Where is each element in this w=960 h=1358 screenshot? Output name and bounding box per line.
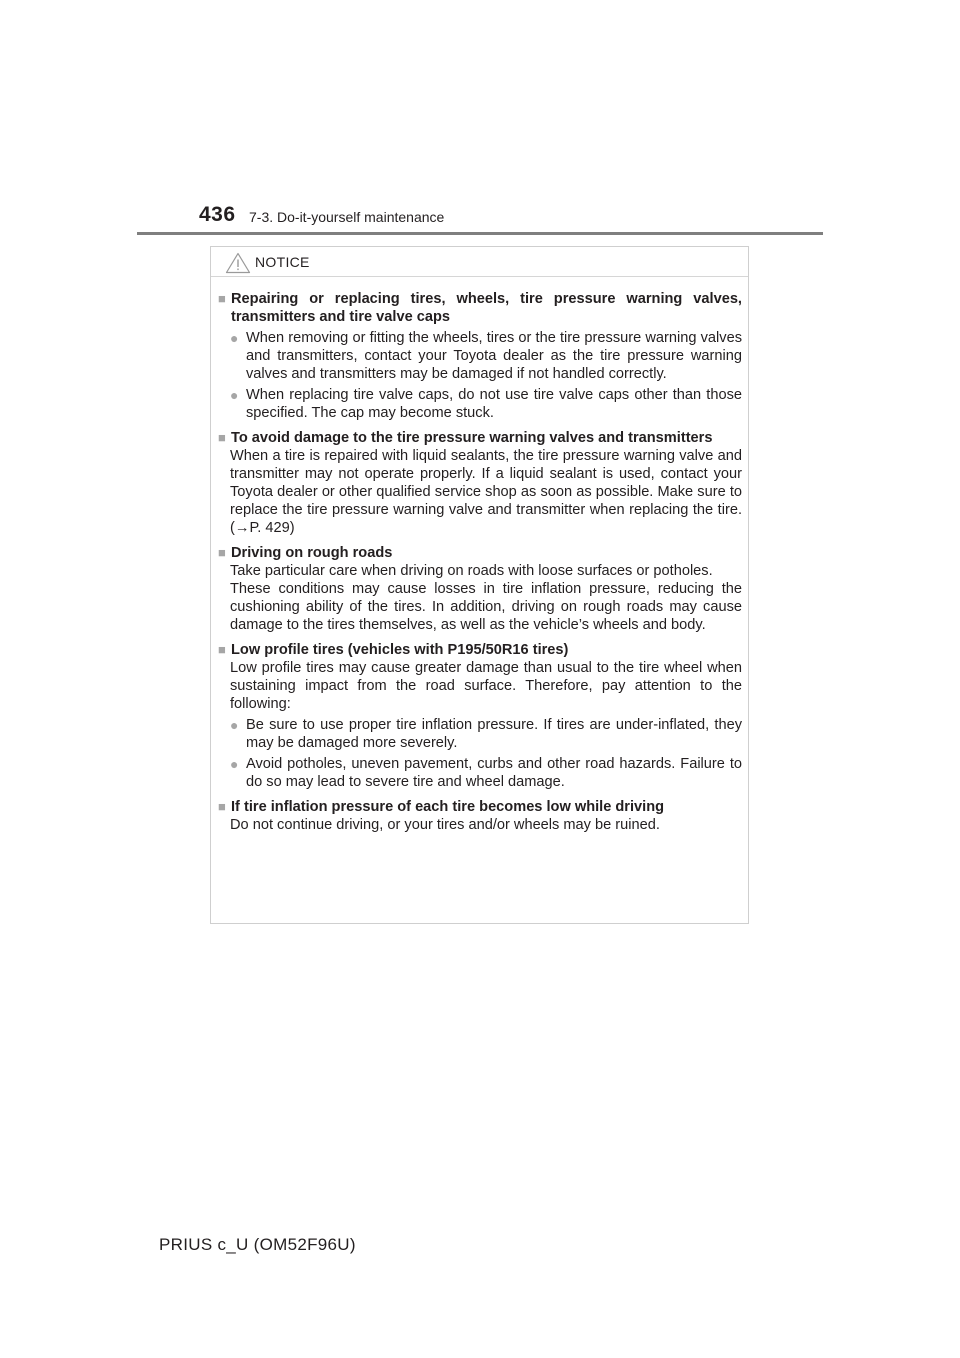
header-rule [137,232,823,235]
square-bullet-icon: ■ [218,430,226,445]
section-paragraph: These conditions may cause losses in tire inflation pressure, reducing the cushioning ability of the tires. In addition, driving on rough roads may cause damage to the tires themselves, as well as the vehicle’s wheels and body. [230,581,742,633]
section-heading [218,798,742,816]
list-item [230,329,742,383]
notice-box [210,246,749,924]
section-paragraph: Do not continue driving, or your tires and/or wheels may be ruined. [230,817,660,833]
section-heading-text: To avoid damage to the tire pressure warning valves and transmitters [231,430,713,446]
list-item [230,386,742,422]
page-number: 436 [199,203,236,226]
list-item [230,755,742,791]
notice-label: NOTICE [255,254,310,270]
section-title: 7-3. Do-it-yourself maintenance [249,209,445,225]
list-item [230,716,742,752]
section-heading-text: Repairing or replacing tires, wheels, tire pressure warning valves, transmitters and tire valve caps [231,291,742,325]
section-heading-text: If tire inflation pressure of each tire becomes low while driving [231,799,665,815]
section-heading [218,429,742,447]
square-bullet-icon: ■ [218,291,226,306]
circle-bullet-icon: ● [230,717,239,733]
section-paragraph: Low profile tires may cause greater damage than usual to the tire wheel when sustaining impact from the road surface. Therefore, pay attention to the following: [230,660,742,712]
square-bullet-icon: ■ [218,642,226,657]
list-item-text: When replacing tire valve caps, do not use tire valve caps other than those specified. The cap may become stuck. [246,387,742,421]
circle-bullet-icon: ● [230,756,239,772]
list-item-text: Be sure to use proper tire inflation pressure. If tires are under-inflated, they may be damaged more severely. [246,717,742,751]
square-bullet-icon: ■ [218,545,226,560]
circle-bullet-icon: ● [230,387,239,403]
list-item-text: Avoid potholes, uneven pavement, curbs and other road hazards. Failure to do so may lead to severe tire and wheel damage. [246,756,742,790]
warning-triangle-icon [225,252,251,274]
notice-body [211,277,748,834]
section-heading [218,290,742,326]
notice-header [211,247,748,277]
square-bullet-icon: ■ [218,799,226,814]
section-heading [218,544,742,562]
list-item-text: When removing or fitting the wheels, tires or the tire pressure warning valves and transmitters, contact your Toyota dealer as the tire pressure warning valves and transmitters may be damaged if not handled correctly. [246,330,742,382]
section-paragraph: Take particular care when driving on roads with loose surfaces or potholes. [230,563,713,579]
section-heading-text: Low profile tires (vehicles with P195/50R16 tires) [231,642,569,658]
section-paragraph: When a tire is repaired with liquid sealants, the tire pressure warning valve and transmitter may not operate properly. If a liquid sealant is used, contact your Toyota dealer or other qualified service shop as soon as possible. Make sure to replace the tire pressure warning valve and transmitter when replacing the tire. (→P. 429) [230,448,742,536]
footer-model-code: PRIUS c_U (OM52F96U) [159,1235,356,1254]
circle-bullet-icon: ● [230,330,239,346]
section-heading-text: Driving on rough roads [231,545,393,561]
section-heading [218,641,742,659]
